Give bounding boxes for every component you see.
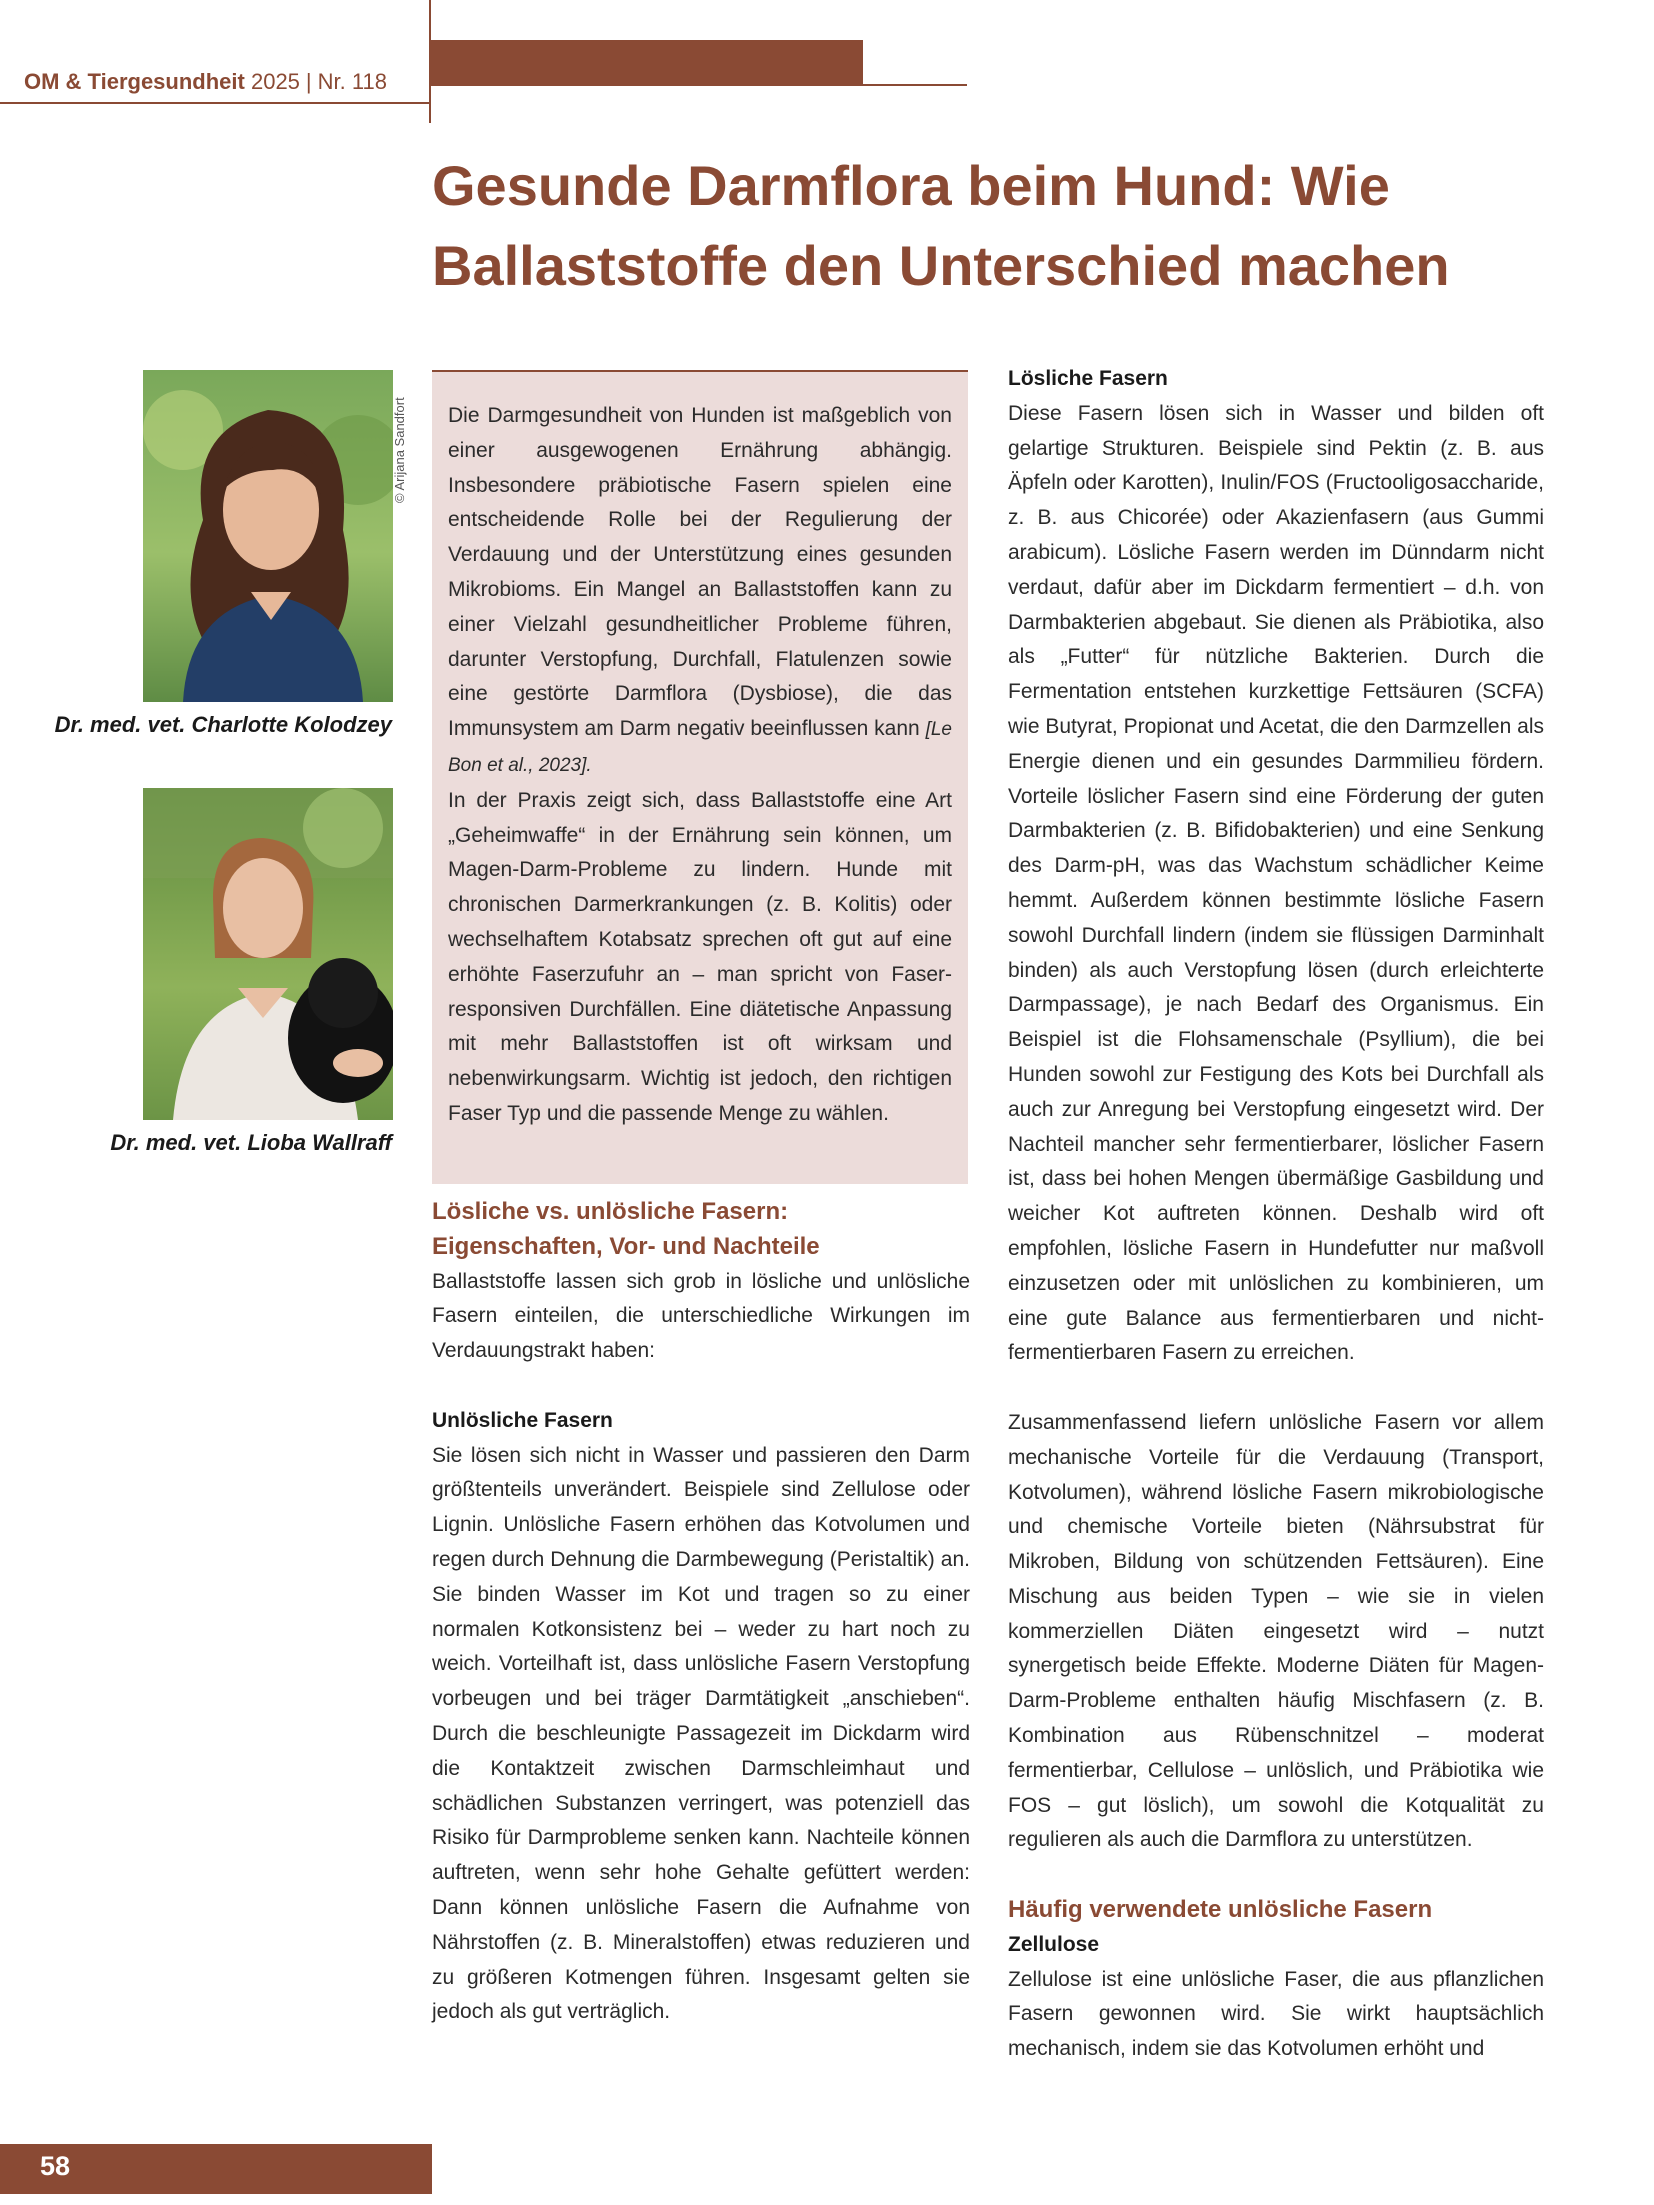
author-name-kolodzey: Dr. med. vet. Charlotte Kolodzey bbox=[54, 712, 392, 737]
journal-issue: Nr. 118 bbox=[317, 69, 387, 94]
citation: [Le Bon et al., 2023]. bbox=[448, 719, 952, 776]
page-number: 58 bbox=[40, 2151, 71, 2181]
author-name-wallraff: Dr. med. vet. Lioba Wallraff bbox=[110, 1130, 392, 1155]
article-title: Gesunde Darmflora beim Hund: Wie Ballaststoffe den Unterschied machen bbox=[432, 154, 1450, 297]
running-head bbox=[24, 68, 387, 96]
middle-column bbox=[432, 1195, 970, 2030]
section-heading-fibers bbox=[432, 1195, 970, 1265]
subheading-soluble: Lösliche Fasern bbox=[1008, 367, 1168, 390]
insoluble-text: Sie lösen sich nicht in Wasser und passieren den Darm größtenteils unverändert. Beispiele sind Zellulose oder Lignin. Unlösliche Fasern erhöhen das Kotvolumen und regen durch Dehnung die Darmbewegung (Peristaltik) an. Sie binden Wasser im Kot und tragen so zu einer normalen Kotkonsistenz bei – weder zu hart noch zu weich. Vorteilhaft ist, dass unlösliche Fasern Verstopfung vorbeugen und bei träger Darmtätigkeit „anschieben“. Durch die beschleunigte Passagezeit im Dickdarm wird die Kontaktzeit zwischen Darmschleimhaut und schädlichen Substanzen verringert, was potenziell das Risiko für Darmprobleme senken kann. Nachteile können auftreten, wenn sehr hohe Gehalte gefüttert werden: Dann können unlösliche Fasern die Aufnahme von Nährstoffen (z. B. Mineralstoffen) etwas reduzieren und zu größeren Kotmengen führen. Insgesamt gelten sie jedoch als gut verträglich. bbox=[432, 1443, 970, 2024]
intro-box bbox=[432, 370, 968, 1184]
journal-year: 2025 bbox=[250, 69, 300, 94]
portrait-1-image bbox=[143, 370, 393, 702]
right-column bbox=[1008, 362, 1544, 2067]
separator: | bbox=[305, 69, 312, 94]
photo-credit: © Arijana Sandfort bbox=[392, 397, 407, 503]
section-intro-text: Ballaststoffe lassen sich grob in lösliche und unlösliche Fasern einteilen, die unterschiedliche Wirkungen im Verdauungstrakt haben: bbox=[432, 1269, 970, 1363]
intro-paragraph-1 bbox=[448, 399, 952, 784]
journal-name: OM & Tiergesundheit bbox=[24, 69, 245, 94]
header-accent-bar bbox=[431, 40, 863, 86]
section-heading-line-1: Lösliche vs. unlösliche Fasern: bbox=[432, 1198, 789, 1225]
intro-text-1: Die Darmgesundheit von Hunden ist maßgeblich von einer ausgewogenen Ernährung abhängig. Insbesondere präbiotische Fasern spielen eine entscheidende Rolle bei der Regulierung der Verdauung und der Unterstützung eines gesunden Mikrobioms. Ein Mangel an Ballaststoffen kann zu einer Vielzahl gesundheitlicher Probleme führen, darunter Verstopfung, Durchfall, Flatulenzen sowie eine gestörte Darmflora (Dysbiose), die das Immunsystem am Darm negativ beeinflussen kann bbox=[448, 404, 952, 741]
header-accent-line bbox=[863, 84, 967, 86]
header-rule bbox=[0, 102, 430, 104]
section-heading-line-2: Eigenschaften, Vor- und Nachteile bbox=[432, 1232, 820, 1260]
cellulose-text: Zellulose ist eine unlösliche Faser, die aus pflanzlichen Fasern gewonnen wird. Sie wirkt hauptsächlich mechanisch, indem sie das Kotvolumen erhöht und bbox=[1008, 1967, 1544, 2061]
summary-text: Zusammenfassend liefern unlösliche Fasern vor allem mechanische Vorteile für die Verdauung (Transport, Kotvolumen), während lösliche Fasern mikrobiologische und chemische Vorteile bieten (Nährsubstrat für Mikroben, Bildung von schützenden Fettsäuren). Eine Mischung aus beiden Typen – wie sie in vielen kommerziellen Diäten eingesetzt wird – nutzt synergetisch beide Effekte. Moderne Diäten für Magen-Darm-Probleme enthalten häufig Mischfasern (z. B. Kombination aus Rübenschnitzel – moderat fermentierbar, Cellulose – unlöslich, und Präbiotika wie FOS – gut löslich), um sowohl die Kotqualität zu regulieren als auch die Darmflora zu unterstützen. bbox=[1008, 1410, 1544, 1852]
portrait-2-image bbox=[143, 788, 393, 1120]
soluble-text: Diese Fasern lösen sich in Wasser und bilden oft gelartige Strukturen. Beispiele sind Pektin (z. B. aus Äpfeln oder Karotten), Inulin/FOS (Fructooligosaccharide, z. B. aus Chicorée) oder Akazienfasern (aus Gummi arabicum). Lösliche Fasern werden im Dünndarm nicht verdaut, dafür aber im Dickdarm fermentiert – d.h. von Darmbakterien abgebaut. Sie dienen als Präbiotika, also als „Futter“ für nützliche Bakterien. Durch die Fermentation entstehen kurzkettige Fettsäuren (SCFA) wie Butyrat, Propionat und Acetat, die den Darmzellen als Energie dienen und ein gesundes Darmmilieu fördern. Vorteile löslicher Fasern sind eine Förderung der guten Darmbakterien (z. B. Bifidobakterien) und eine Senkung des Darm-pH, was das Wachstum schädlicher Keime hemmt. Außerdem können bestimmte lösliche Fasern sowohl Durchfall lindern (indem sie flüssigen Darminhalt binden) als auch Verstopfung lösen (durch erleichterte Darmpassage), je nach Bedarf des Organismus. Ein Beispiel ist die Flohsamenschale (Psyllium), die bei Hunden sowohl zur Festigung des Kots bei Durchfall als auch zur Anregung bei Verstopfung eingesetzt wird. Der Nachteil mancher sehr fermentierbarer, löslicher Fasern ist, dass bei hohen Mengen übermäßige Gasbildung und weicher Kot auftreten können. Deshalb wird oft empfohlen, lösliche Fasern in Hundefutter nur maßvoll einzusetzen oder mit unlöslichen zu kombinieren, um eine gute Balance aus fermentierbaren und nicht-fermentierbaren Fasern zu erreichen. bbox=[1008, 401, 1544, 1365]
intro-paragraph-2: In der Praxis zeigt sich, dass Ballaststoffe eine Art „Geheimwaffe“ in der Ernährung sein können, um Magen-Darm-Probleme zu lindern. Hunde mit chronischen Darmerkrankungen (z. B. Kolitis) oder wechselhaftem Kotabsatz sprechen oft gut auf eine erhöhte Faserzufuhr an – man spricht von Faser-responsiven Durchfällen. Eine diätetische Anpassung mit mehr Ballaststoffen ist oft wirksam und nebenwirkungsarm. Wichtig ist jedoch, den richtigen Faser Typ und die passende Menge zu wählen. bbox=[448, 788, 952, 1125]
section-heading-insoluble-common: Häufig verwendete unlösliche Fasern bbox=[1008, 1896, 1433, 1924]
subheading-cellulose: Zellulose bbox=[1008, 1932, 1100, 1956]
subheading-insoluble: Unlösliche Fasern bbox=[432, 1408, 613, 1432]
author-photo-kolodzey bbox=[143, 370, 393, 702]
author-photo-wallraff bbox=[143, 788, 393, 1120]
